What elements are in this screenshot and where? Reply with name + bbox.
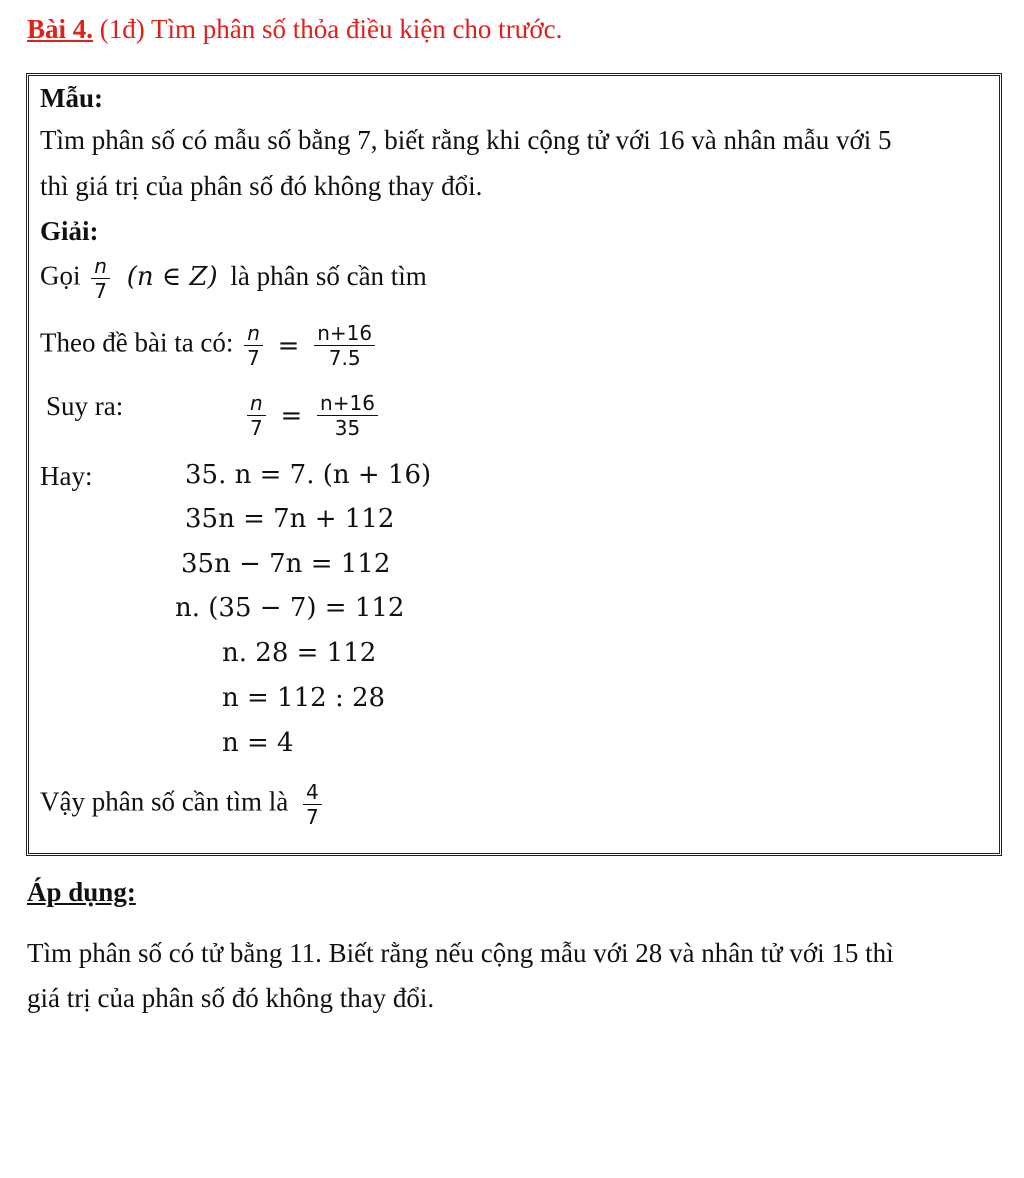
- let-condition: (n ∈ Z): [126, 261, 218, 292]
- step1-rhs-fraction: [314, 321, 375, 370]
- step2-rhs-fraction: [317, 391, 378, 440]
- step2-lhs-numerator: n: [247, 391, 266, 416]
- step2-label: Suy ra:: [46, 391, 124, 421]
- equation-line: 35n − 7n = 112: [181, 549, 391, 579]
- conclusion-numerator: 4: [303, 780, 322, 805]
- exercise-title-text: (1đ) Tìm phân số thỏa điều kiện cho trước.: [99, 14, 563, 44]
- sample-heading: Mẫu:: [40, 83, 103, 113]
- equation-line: n. 28 = 112: [222, 638, 377, 668]
- exercise-title: [27, 14, 562, 45]
- step2-lhs-fraction: [247, 391, 266, 440]
- step2-line: [46, 391, 123, 422]
- step1-line: [40, 321, 379, 370]
- application-heading: Áp dụng:: [27, 877, 136, 907]
- step3-label: Hay:: [40, 461, 93, 491]
- sample-box: [26, 73, 1002, 856]
- exercise-label: Bài 4.: [27, 14, 94, 44]
- solution-heading: Giải:: [40, 216, 99, 246]
- let-fraction: [91, 254, 110, 303]
- conclusion-fraction: [303, 780, 322, 829]
- application-line1: Tìm phân số có tử bằng 11. Biết rằng nếu cộng mẫu với 28 và nhân tử với 15 thì: [27, 938, 894, 968]
- conclusion-denominator: 7: [305, 805, 319, 829]
- let-line: [40, 254, 427, 303]
- equation-line: 35n = 7n + 112: [185, 504, 395, 534]
- step2-rhs-numerator: n+16: [317, 391, 378, 416]
- step1-lhs-denominator: 7: [247, 346, 260, 370]
- step1-label: Theo đề bài ta có:: [40, 327, 234, 358]
- sample-problem-line2: thì giá trị của phân số đó không thay đổi.: [40, 171, 483, 201]
- step2-equation: [243, 391, 382, 440]
- step2-rhs-denominator: 35: [334, 416, 361, 440]
- conclusion-line: [40, 780, 326, 829]
- step1-lhs-fraction: [244, 321, 263, 370]
- equation-line: n = 4: [222, 728, 294, 758]
- application-line2: giá trị của phân số đó không thay đổi.: [27, 983, 435, 1013]
- let-fraction-numerator: n: [91, 254, 110, 279]
- step1-rhs-denominator: 7.5: [328, 346, 361, 370]
- equation-line: n = 112 : 28: [222, 683, 386, 713]
- conclusion-text: Vậy phân số cần tìm là: [40, 786, 289, 817]
- step1-lhs-numerator: n: [244, 321, 263, 346]
- let-fraction-denominator: 7: [94, 279, 107, 303]
- let-prefix: Gọi: [40, 260, 81, 291]
- step1-rhs-numerator: n+16: [314, 321, 375, 346]
- step2-lhs-denominator: 7: [250, 416, 263, 440]
- equation-line: 35. n = 7. (n + 16): [185, 460, 432, 490]
- equals-sign: =: [280, 400, 303, 431]
- equation-line: n. (35 − 7) = 112: [175, 593, 405, 623]
- sample-problem-line1: Tìm phân số có mẫu số bằng 7, biết rằng khi cộng tử với 16 và nhân mẫu với 5: [40, 125, 892, 155]
- let-suffix: là phân số cần tìm: [230, 260, 427, 291]
- equals-sign: =: [277, 330, 300, 361]
